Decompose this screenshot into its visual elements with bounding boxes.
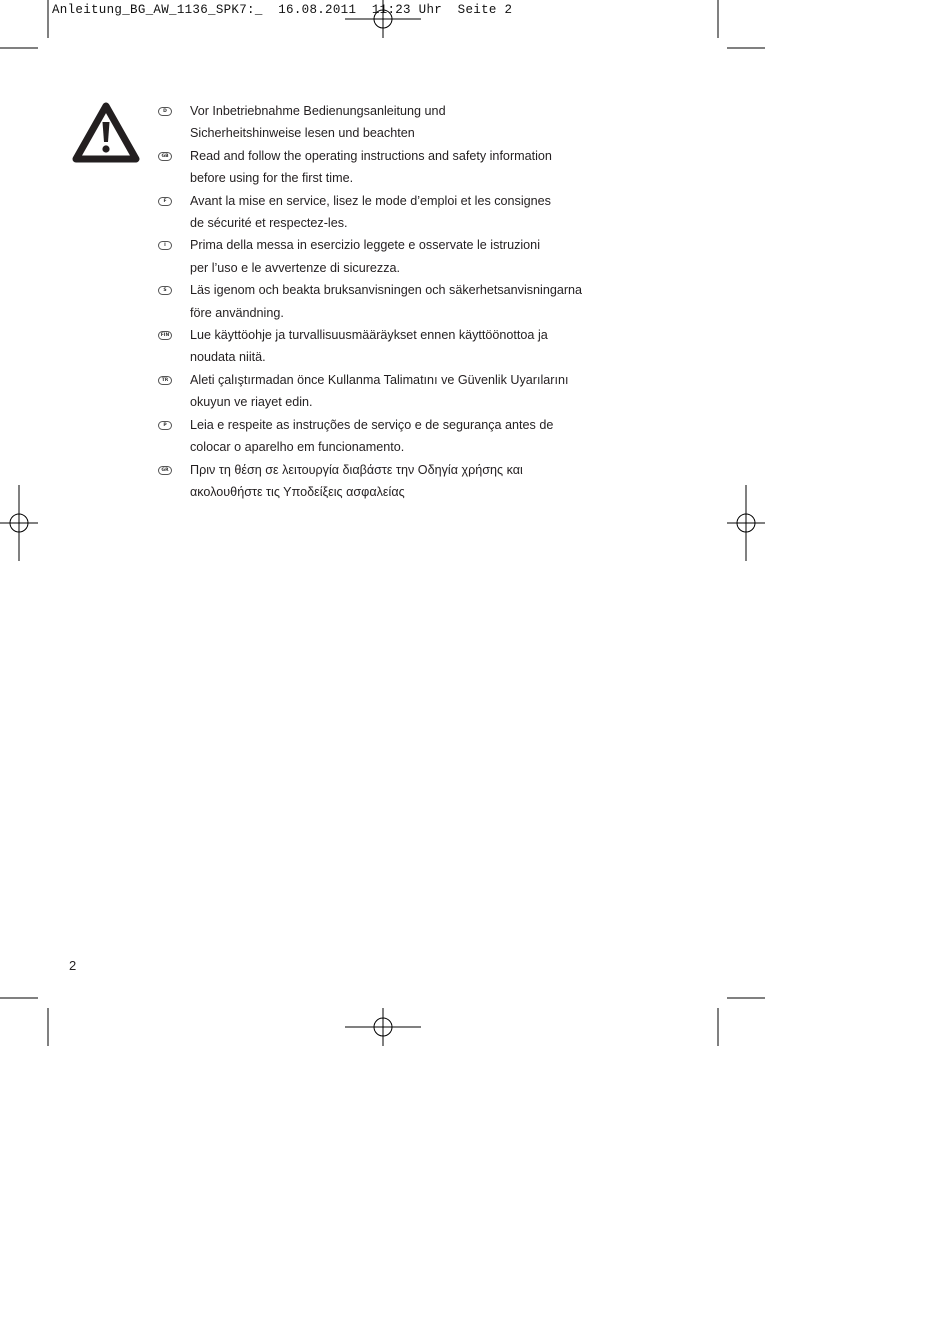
warning-triangle-icon (72, 102, 140, 164)
instruction-entry (158, 414, 628, 459)
instruction-text: Read and follow the operating instructions and safety information (190, 148, 552, 163)
safety-instructions-list (158, 100, 628, 503)
instruction-text: colocar o aparelho em funcionamento. (190, 440, 405, 455)
print-slug: Anleitung_BG_AW_1136_SPK7:_ 16.08.2011 11:23 Uhr Seite 2 (52, 3, 513, 17)
instruction-text: Sicherheitshinweise lesen und beachten (190, 126, 415, 141)
registration-mark-icon (0, 485, 38, 561)
language-badge-icon: GB (158, 152, 172, 161)
instruction-entry (158, 279, 628, 324)
instruction-entry (158, 100, 628, 145)
instruction-text: före användning. (190, 305, 284, 320)
instruction-text: Lue käyttöohje ja turvallisuusmääräykset ennen käyttöönottoa ja (190, 328, 548, 343)
language-badge-icon: GR (158, 466, 172, 475)
instruction-entry (158, 324, 628, 369)
instruction-entry (158, 369, 628, 414)
instruction-text: Leia e respeite as instruções de serviço e de segurança antes de (190, 417, 554, 432)
instruction-text: Avant la mise en service, lisez le mode d’emploi et les consignes (190, 193, 551, 208)
instruction-text: ακολουθήστε τις Υποδείξεις ασφαλείας (190, 484, 405, 499)
language-badge-icon: TR (158, 376, 172, 385)
language-badge-icon: FIN (158, 331, 172, 340)
language-badge-icon: P (158, 421, 172, 430)
registration-mark-icon (727, 485, 765, 561)
instruction-text: okuyun ve riayet edin. (190, 395, 313, 410)
instruction-entry (158, 145, 628, 190)
instruction-entry (158, 234, 628, 279)
instruction-text: Läs igenom och beakta bruksanvisningen och säkerhetsanvisningarna (190, 283, 583, 298)
instruction-text: Prima della messa in esercizio leggete e osservate le istruzioni (190, 238, 540, 253)
language-badge-icon: S (158, 286, 172, 295)
instruction-text: per l’uso e le avvertenze di sicurezza. (190, 260, 400, 275)
page-number: 2 (69, 958, 77, 973)
instruction-text: Πριν τη θέση σε λειτουργία διαβάστε την Οδηγία χρήσης και (190, 462, 523, 477)
language-badge-icon: D (158, 107, 172, 116)
instruction-text: noudata niitä. (190, 350, 266, 365)
language-badge-icon: F (158, 197, 172, 206)
registration-mark-icon (345, 1008, 421, 1046)
instruction-text: de sécurité et respectez-les. (190, 216, 348, 231)
instruction-text: Vor Inbetriebnahme Bedienungsanleitung und (190, 104, 446, 118)
instruction-text: Aleti çalıştırmadan önce Kullanma Talimatını ve Güvenlik Uyarılarını (190, 372, 569, 387)
language-badge-icon: I (158, 241, 172, 250)
instruction-entry (158, 190, 628, 235)
instruction-text: before using for the first time. (190, 171, 354, 186)
instruction-entry (158, 459, 628, 504)
